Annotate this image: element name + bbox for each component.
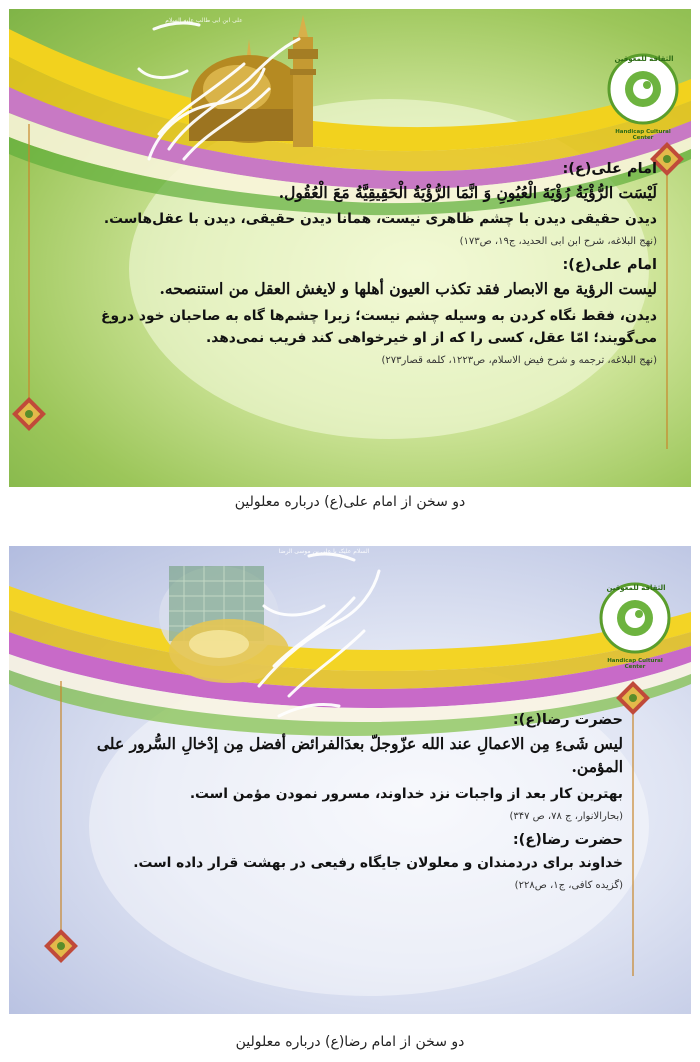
quote2-arabic: لیست الرؤیة مع الابصار فقد تکذب العیون أهلها و لایغش العقل من استنصحه. [159,279,657,299]
quote3-persian: بهترین کار بعد از واجبات نزد خداوند، مسرور نمودن مؤمن است. [189,785,623,802]
quote3-heading: حضرت رضا(ع): [512,712,623,728]
quote2-persian: دیدن، فقط نگاه کردن به وسیله چشم نیست؛ زیرا چشم‌ها گاه به صاحبان خود دروغ می‌گویند؛ امّا عقل، کسی را که از او خیرخواهی کند فریب نمی‌دهد. [101,307,657,346]
quotes-block [49,161,657,376]
poster-imam-reza [9,546,691,1014]
caption-imam-reza: دو سخن از امام رضا(ع) درباره معلولین [235,1034,465,1050]
quotes-block-2 [81,712,623,901]
logo-english-label: Handicap Cultural Center [615,129,671,141]
quote1-source: (نهج البلاغه، شرح ابن ابی الحدید، ج۱۹، ص۱۷۳) [459,236,657,248]
caption-imam-ali: دو سخن از امام علی(ع) درباره معلولین [234,494,466,510]
quote2-source: (نهج البلاغه، ترجمه و شرح فیض الاسلام، ص۱۲۲۳، کلمه قصار۲۷۳) [381,354,657,366]
shrine-lattice-illustration [159,566,289,683]
ornament-left-2 [44,929,78,963]
quote3-arabic: لیس شَیءِ مِن الاعمالِ عند الله عزّوجلّ بعدَالفرائض أفضل مِن إدْخالِ السُّرور علی المؤمن. [96,734,623,777]
calligraphy-caption-2: السلام علیک یا علی بن موسی الرضا [278,548,370,555]
quote4-heading: حضرت رضا(ع): [512,831,623,848]
quote1-persian: دیدن حقیقی دیدن با چشم ظاهری نیست، همانا دیدن حقیقی، دیدن با عقل‌هاست. [103,211,657,228]
quote4-source: (گزیده کافی، ج۱، ص۲۲۸) [514,879,623,891]
quote1-arabic: لَيْسَت الرُّؤْيَةُ رُؤْيَةَ الْعُيُونِ وَ انَّمَا الرُّؤْيَةُ الْحَقِيقِيَّةُ مَعَ الْعُقُول. [278,183,657,202]
handicap-center-logo-2 [601,584,669,652]
calligraphy-caption: علی ابن ابی طالب علیه السلام [165,17,243,24]
logo-arabic-label: الثقافة للمعوقين [614,55,674,63]
quote2-heading: امام علی(ع): [562,257,657,274]
shrine-dome-illustration [189,15,318,147]
handicap-center-logo [609,55,677,123]
logo-english-label-2: Handicap Cultural Center [607,658,663,670]
quote1-heading: امام علی(ع): [562,161,657,177]
quote4-persian: خداوند برای دردمندان و معلولان جایگاه رفیعی در بهشت قرار داده است. [133,854,623,871]
quote3-source: (بحارالانوار، ج ۷۸، ص ۳۴۷) [509,810,623,822]
poster-imam-ali [9,9,691,487]
ornament-left [12,397,46,431]
logo-arabic-label-2: الثقافة للمعوقين [606,584,666,592]
